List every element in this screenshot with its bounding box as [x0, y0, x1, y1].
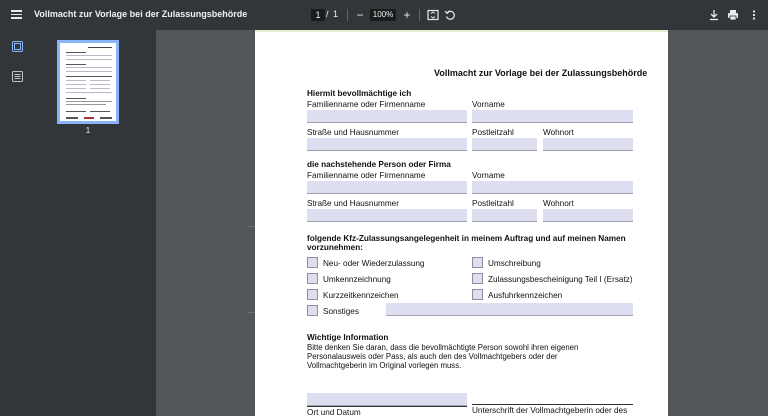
- checkbox-label: Zulassungsbescheinigung Teil I (Ersatz): [488, 275, 633, 284]
- thumbnail-page-number: 1: [85, 126, 91, 135]
- agent-city-field[interactable]: [543, 209, 633, 222]
- label-street: Straße und Hausnummer: [307, 199, 399, 208]
- rotate-icon[interactable]: [444, 9, 456, 21]
- grantor-family-name-field[interactable]: [307, 110, 467, 123]
- checkbox-short-term-plate[interactable]: [307, 289, 318, 300]
- page-top-border: [255, 30, 668, 32]
- pdf-page: [255, 30, 668, 416]
- checkbox-other[interactable]: [307, 305, 318, 316]
- sidebar: [0, 30, 36, 416]
- agent-street-field[interactable]: [307, 209, 467, 222]
- signature-line: [472, 404, 633, 405]
- page-separator: /: [326, 9, 329, 19]
- agent-family-name-field[interactable]: [307, 181, 467, 194]
- grantor-street-field[interactable]: [307, 138, 467, 151]
- info-text-line: Personalausweis oder Pass, als auch den des Vollmachtgebers oder der: [307, 352, 558, 361]
- label-place-date: Ort und Datum: [307, 408, 361, 416]
- thumbnail-panel: [36, 30, 156, 416]
- checkbox-label: Sonstiges: [323, 307, 359, 316]
- section-heading-task-cont: vorzunehmen:: [307, 243, 363, 252]
- label-family-name: Familienname oder Firmenname: [307, 100, 426, 109]
- label-street: Straße und Hausnummer: [307, 128, 399, 137]
- page-total: 1: [333, 9, 339, 19]
- checkbox-label: Umkennzeichnung: [323, 275, 391, 284]
- label-first-name: Vorname: [472, 171, 505, 180]
- pdf-toolbar: [0, 0, 768, 30]
- zoom-level-input[interactable]: 100%: [370, 9, 396, 21]
- outline-icon[interactable]: [12, 71, 23, 82]
- menu-icon[interactable]: [10, 8, 23, 22]
- section-heading-grantor: Hiermit bevollmächtige ich: [307, 89, 412, 98]
- form-title: Vollmacht zur Vorlage bei der Zulassungsbehörde: [434, 68, 648, 78]
- grantor-postal-code-field[interactable]: [472, 138, 537, 151]
- grantor-first-name-field[interactable]: [472, 110, 633, 123]
- agent-first-name-field[interactable]: [472, 181, 633, 194]
- checkbox-replacement-certificate[interactable]: [472, 273, 483, 284]
- label-first-name: Vorname: [472, 100, 505, 109]
- checkbox-label: Umschreibung: [488, 259, 541, 268]
- checkbox-new-registration[interactable]: [307, 257, 318, 268]
- document-title: Vollmacht zur Vorlage bei der Zulassungsbehörde: [34, 9, 248, 19]
- checkbox-plate-change[interactable]: [307, 273, 318, 284]
- checkbox-label: Ausfuhrkennzeichen: [488, 291, 563, 300]
- label-postal-code: Postleitzahl: [472, 199, 514, 208]
- fit-page-icon[interactable]: [427, 9, 439, 21]
- section-heading-agent: die nachstehende Person oder Firma: [307, 160, 451, 169]
- label-postal-code: Postleitzahl: [472, 128, 514, 137]
- agent-postal-code-field[interactable]: [472, 209, 537, 222]
- label-city: Wohnort: [543, 199, 574, 208]
- page-thumbnail[interactable]: [57, 40, 119, 124]
- label-signature: Unterschrift der Vollmachtgeberin oder des: [472, 406, 628, 415]
- place-date-line: [307, 406, 467, 407]
- thumbnails-icon[interactable]: [12, 41, 23, 52]
- place-date-field[interactable]: [307, 393, 467, 406]
- info-heading: Wichtige Information: [307, 333, 389, 342]
- checkbox-label: Kurzzeitkennzeichen: [323, 291, 399, 300]
- other-text-field[interactable]: [386, 303, 633, 316]
- zoom-in-button[interactable]: +: [403, 8, 411, 22]
- checkbox-export-plate[interactable]: [472, 289, 483, 300]
- print-icon[interactable]: [727, 9, 739, 21]
- checkbox-label: Neu- oder Wiederzulassung: [323, 259, 425, 268]
- toolbar-divider: [419, 9, 420, 21]
- zoom-out-button[interactable]: −: [356, 8, 364, 22]
- info-text-line: Bitte denken Sie daran, dass die bevollmächtigte Person sowohl ihren eigenen: [307, 343, 579, 352]
- toolbar-divider: [347, 9, 348, 21]
- document-viewer[interactable]: [156, 30, 768, 416]
- section-heading-task: folgende Kfz-Zulassungsangelegenheit in meinem Auftrag und auf meinen Namen: [307, 234, 626, 243]
- grantor-city-field[interactable]: [543, 138, 633, 151]
- download-icon[interactable]: [708, 9, 720, 21]
- label-family-name: Familienname oder Firmenname: [307, 171, 426, 180]
- checkbox-transfer[interactable]: [472, 257, 483, 268]
- page-number-input[interactable]: 1: [311, 9, 325, 21]
- info-text-line: Vollmachtgeberin im Original vorlegen muss.: [307, 361, 462, 370]
- more-icon[interactable]: [748, 9, 760, 21]
- label-city: Wohnort: [543, 128, 574, 137]
